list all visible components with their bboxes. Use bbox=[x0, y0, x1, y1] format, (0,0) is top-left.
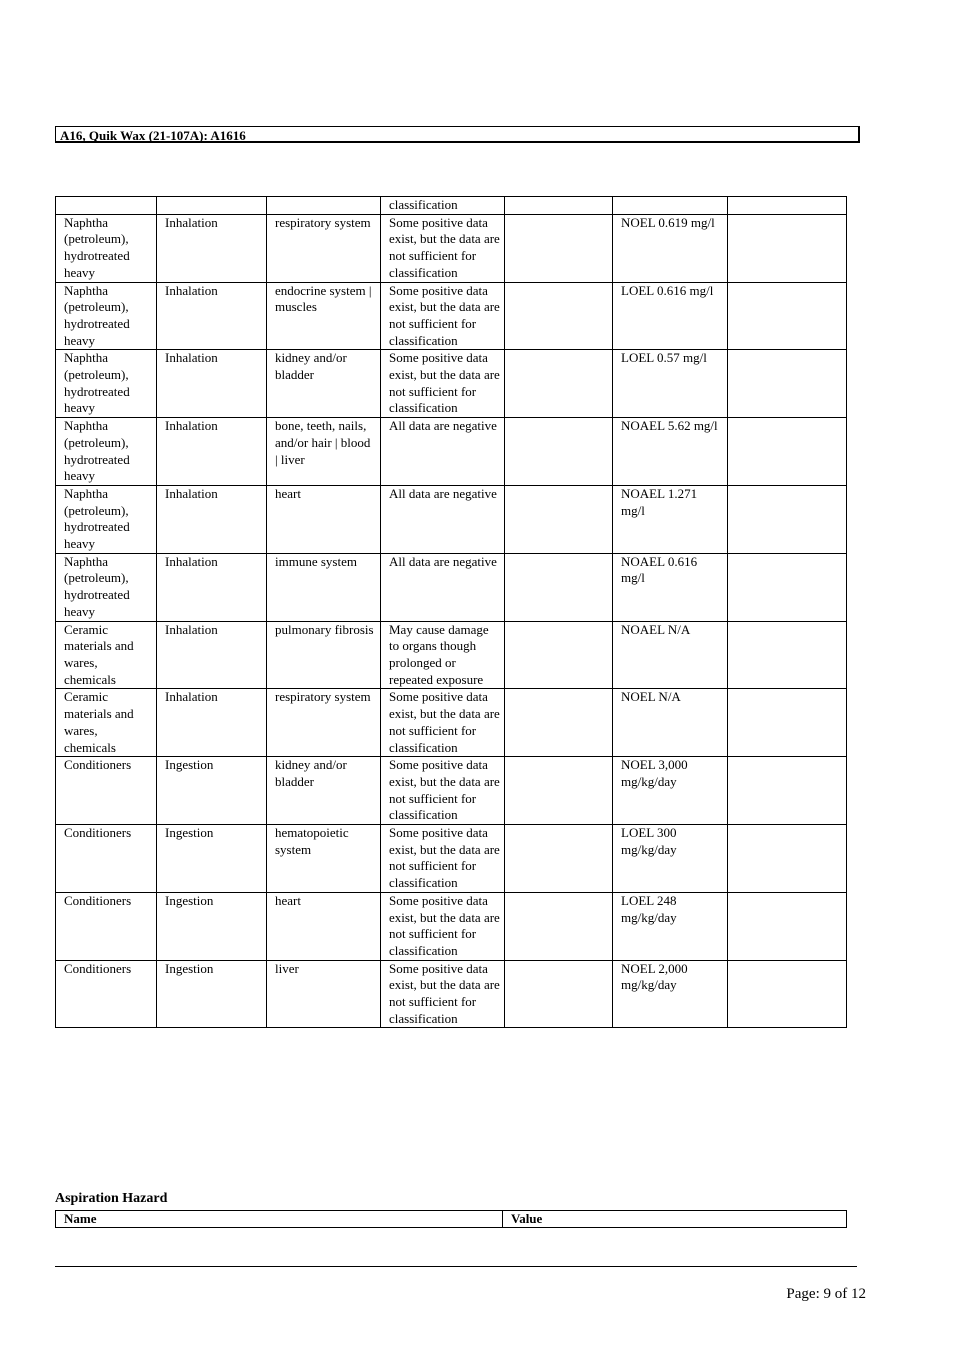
name-cell: Naphtha (petroleum), hydrotreated heavy bbox=[56, 350, 157, 418]
route-cell: Ingestion bbox=[157, 960, 267, 1028]
exposure-duration-cell bbox=[728, 892, 847, 960]
table-row bbox=[56, 214, 847, 282]
target-organ-cell: hematopoietic system bbox=[267, 825, 381, 893]
test-result-cell: NOEL 0.619 mg/l bbox=[613, 214, 728, 282]
value-cell: All data are negative bbox=[381, 418, 505, 486]
route-cell: Inhalation bbox=[157, 689, 267, 757]
name-cell: Conditioners bbox=[56, 825, 157, 893]
name-column-header: Name bbox=[56, 1211, 503, 1228]
species-cell bbox=[505, 960, 613, 1028]
name-cell: Conditioners bbox=[56, 960, 157, 1028]
table-header-row bbox=[56, 1211, 847, 1228]
route-cell: Ingestion bbox=[157, 892, 267, 960]
test-result-cell: NOAEL 0.616 mg/l bbox=[613, 553, 728, 621]
exposure-duration-cell bbox=[728, 553, 847, 621]
test-result-cell: LOEL 0.616 mg/l bbox=[613, 282, 728, 350]
exposure-duration-cell bbox=[728, 418, 847, 486]
value-cell: classification bbox=[381, 197, 505, 215]
target-organ-cell: endocrine system | muscles bbox=[267, 282, 381, 350]
route-cell: Inhalation bbox=[157, 485, 267, 553]
target-organ-cell: pulmonary fibrosis bbox=[267, 621, 381, 689]
route-cell: Inhalation bbox=[157, 282, 267, 350]
route-cell: Inhalation bbox=[157, 418, 267, 486]
test-result-cell: NOEL N/A bbox=[613, 689, 728, 757]
name-cell: Ceramic materials and wares, chemicals bbox=[56, 689, 157, 757]
table-row bbox=[56, 960, 847, 1028]
species-cell bbox=[505, 214, 613, 282]
footer-divider bbox=[55, 1266, 857, 1267]
route-cell: Inhalation bbox=[157, 350, 267, 418]
exposure-duration-cell bbox=[728, 350, 847, 418]
species-cell bbox=[505, 418, 613, 486]
name-cell: Naphtha (petroleum), hydrotreated heavy bbox=[56, 418, 157, 486]
species-cell bbox=[505, 282, 613, 350]
exposure-duration-cell bbox=[728, 621, 847, 689]
target-organ-cell: heart bbox=[267, 485, 381, 553]
value-cell: Some positive data exist, but the data are not sufficient for classification bbox=[381, 757, 505, 825]
table-row bbox=[56, 282, 847, 350]
route-cell: Ingestion bbox=[157, 825, 267, 893]
target-organ-cell: kidney and/or bladder bbox=[267, 350, 381, 418]
target-organ-cell: bone, teeth, nails, and/or hair | blood | liver bbox=[267, 418, 381, 486]
name-cell: Naphtha (petroleum), hydrotreated heavy bbox=[56, 282, 157, 350]
exposure-duration-cell bbox=[728, 825, 847, 893]
name-cell: Naphtha (petroleum), hydrotreated heavy bbox=[56, 553, 157, 621]
test-result-cell: NOAEL 5.62 mg/l bbox=[613, 418, 728, 486]
document-header: A16, Quik Wax (21-107A): A1616 bbox=[55, 126, 860, 143]
route-cell: Inhalation bbox=[157, 553, 267, 621]
exposure-duration-cell bbox=[728, 485, 847, 553]
species-cell bbox=[505, 689, 613, 757]
species-cell bbox=[505, 485, 613, 553]
table-row bbox=[56, 350, 847, 418]
exposure-duration-cell bbox=[728, 757, 847, 825]
target-organ-cell: kidney and/or bladder bbox=[267, 757, 381, 825]
species-cell bbox=[505, 621, 613, 689]
species-cell bbox=[505, 553, 613, 621]
table-row bbox=[56, 197, 847, 215]
target-organ-cell: liver bbox=[267, 960, 381, 1028]
test-result-cell: NOEL 2,000 mg/kg/day bbox=[613, 960, 728, 1028]
test-result-cell: NOAEL N/A bbox=[613, 621, 728, 689]
value-cell: All data are negative bbox=[381, 553, 505, 621]
test-result-cell: NOEL 3,000 mg/kg/day bbox=[613, 757, 728, 825]
value-cell: Some positive data exist, but the data are not sufficient for classification bbox=[381, 825, 505, 893]
target-organ-cell: respiratory system bbox=[267, 689, 381, 757]
value-cell: May cause damage to organs though prolonged or repeated exposure bbox=[381, 621, 505, 689]
table-row bbox=[56, 825, 847, 893]
route-cell: Ingestion bbox=[157, 757, 267, 825]
value-cell: Some positive data exist, but the data are not sufficient for classification bbox=[381, 689, 505, 757]
name-cell: Conditioners bbox=[56, 757, 157, 825]
value-cell: All data are negative bbox=[381, 485, 505, 553]
test-result-cell: LOEL 248 mg/kg/day bbox=[613, 892, 728, 960]
exposure-duration-cell bbox=[728, 689, 847, 757]
table-row bbox=[56, 689, 847, 757]
species-cell bbox=[505, 825, 613, 893]
value-cell: Some positive data exist, but the data are not sufficient for classification bbox=[381, 214, 505, 282]
target-organ-cell: immune system bbox=[267, 553, 381, 621]
target-organ-cell: respiratory system bbox=[267, 214, 381, 282]
table-row bbox=[56, 418, 847, 486]
aspiration-table bbox=[55, 1210, 847, 1228]
test-result-cell: NOAEL 1.271 mg/l bbox=[613, 485, 728, 553]
target-organ-cell: heart bbox=[267, 892, 381, 960]
aspiration-hazard-title: Aspiration Hazard bbox=[55, 1191, 168, 1206]
test-result-cell: LOEL 0.57 mg/l bbox=[613, 350, 728, 418]
table-row bbox=[56, 621, 847, 689]
exposure-duration-cell bbox=[728, 282, 847, 350]
route-cell: Inhalation bbox=[157, 621, 267, 689]
toxicity-table-body bbox=[56, 197, 847, 1028]
species-cell bbox=[505, 757, 613, 825]
name-cell: Ceramic materials and wares, chemicals bbox=[56, 621, 157, 689]
species-cell bbox=[505, 892, 613, 960]
table-row bbox=[56, 757, 847, 825]
table-row bbox=[56, 553, 847, 621]
name-cell: Naphtha (petroleum), hydrotreated heavy bbox=[56, 485, 157, 553]
exposure-duration-cell bbox=[728, 214, 847, 282]
name-cell: Conditioners bbox=[56, 892, 157, 960]
value-column-header: Value bbox=[503, 1211, 847, 1228]
table-row bbox=[56, 485, 847, 553]
test-result-cell: LOEL 300 mg/kg/day bbox=[613, 825, 728, 893]
route-cell: Inhalation bbox=[157, 214, 267, 282]
value-cell: Some positive data exist, but the data are not sufficient for classification bbox=[381, 960, 505, 1028]
value-cell: Some positive data exist, but the data are not sufficient for classification bbox=[381, 350, 505, 418]
toxicity-table bbox=[55, 196, 847, 1028]
value-cell: Some positive data exist, but the data are not sufficient for classification bbox=[381, 892, 505, 960]
name-cell: Naphtha (petroleum), hydrotreated heavy bbox=[56, 214, 157, 282]
exposure-duration-cell bbox=[728, 960, 847, 1028]
species-cell bbox=[505, 350, 613, 418]
page-number: Page: 9 of 12 bbox=[786, 1286, 866, 1302]
table-row bbox=[56, 892, 847, 960]
value-cell: Some positive data exist, but the data are not sufficient for classification bbox=[381, 282, 505, 350]
